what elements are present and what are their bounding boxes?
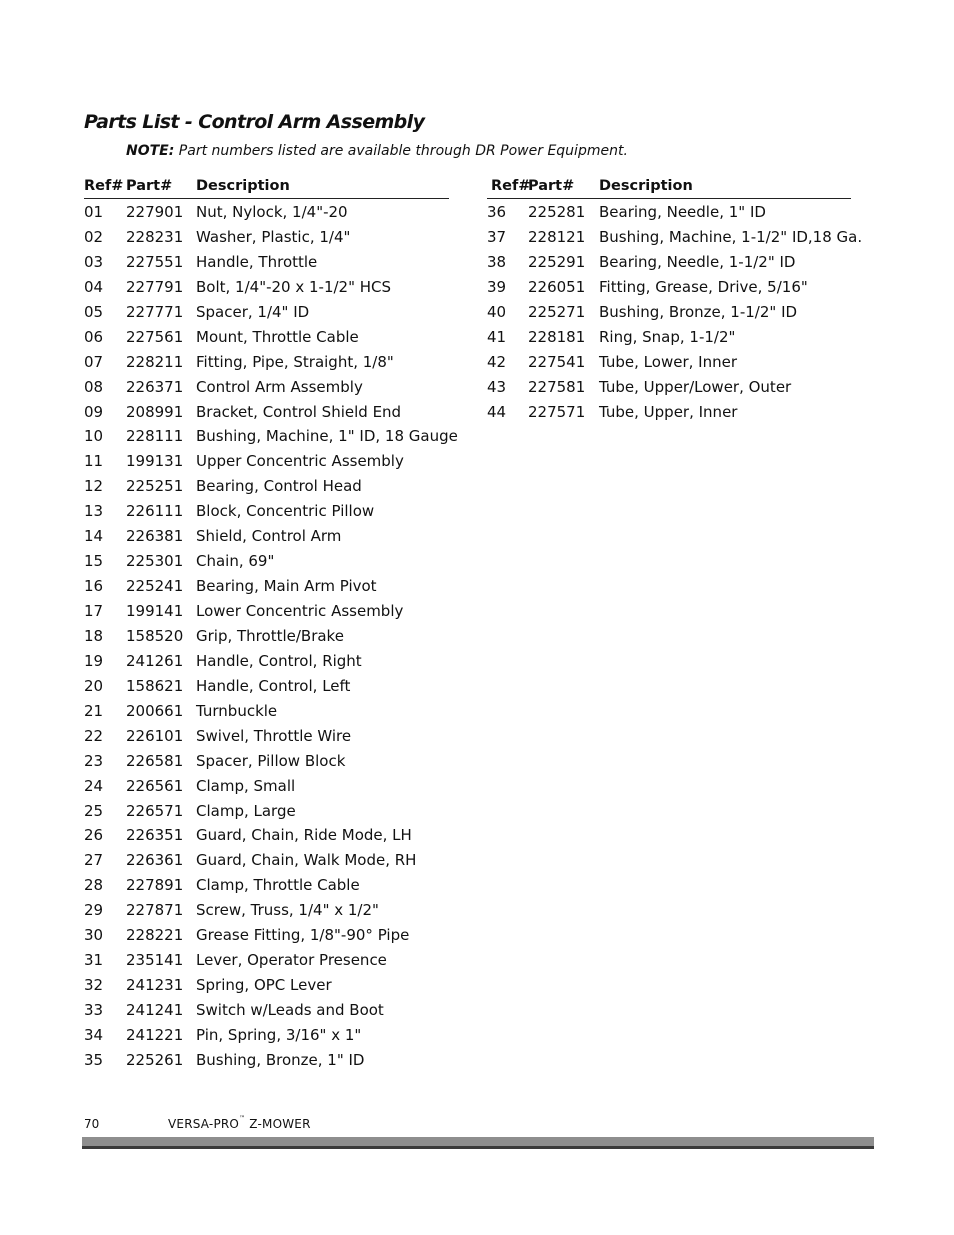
ref-cell: 28 — [84, 876, 104, 895]
header-ref: Ref# — [84, 178, 124, 194]
table-header — [487, 178, 851, 199]
description-cell: Nut, Nylock, 1/4"-20 — [196, 203, 348, 221]
ref-cell: 37 — [487, 227, 507, 246]
part-number-cell: 226051 — [528, 277, 586, 296]
table-row — [84, 573, 449, 598]
description-cell: Grip, Throttle/Brake — [196, 626, 344, 645]
header-part: Part# — [126, 178, 173, 194]
table-row — [84, 922, 449, 947]
part-number-cell: 226381 — [126, 527, 184, 546]
part-number-cell: 208991 — [126, 402, 184, 421]
table-row — [84, 523, 449, 548]
ref-cell: 15 — [84, 552, 104, 571]
product-brand: VERSA-PRO — [168, 1117, 240, 1131]
description-cell: Clamp, Large — [196, 801, 296, 820]
table-row — [487, 274, 851, 299]
ref-cell: 34 — [84, 1025, 104, 1044]
ref-cell: 22 — [84, 726, 104, 745]
description-cell: Handle, Control, Left — [196, 676, 351, 695]
header-description: Description — [599, 178, 693, 194]
table-header — [84, 178, 449, 199]
part-number-cell: 228181 — [528, 327, 586, 346]
ref-cell: 20 — [84, 676, 104, 695]
ref-cell: 26 — [84, 826, 104, 845]
ref-cell: 03 — [84, 252, 104, 271]
table-row — [84, 947, 449, 972]
description-cell: Pin, Spring, 3/16" x 1" — [196, 1025, 362, 1044]
description-cell: Bearing, Needle, 1-1/2" ID — [599, 252, 796, 271]
description-cell: Spring, OPC Lever — [196, 976, 332, 995]
table-row — [84, 698, 449, 723]
description-cell: Ring, Snap, 1-1/2" — [599, 327, 736, 346]
part-number-cell: 158520 — [126, 626, 184, 645]
part-number-cell: 227541 — [528, 352, 586, 371]
part-number-cell: 228121 — [528, 227, 586, 246]
ref-cell: 42 — [487, 352, 507, 371]
ref-cell: 32 — [84, 976, 104, 995]
description-cell: Screw, Truss, 1/4" x 1/2" — [196, 901, 379, 920]
description-cell: Fitting, Grease, Drive, 5/16" — [599, 277, 808, 296]
ref-cell: 16 — [84, 577, 104, 596]
part-number-cell: 225241 — [126, 577, 184, 596]
table-row — [84, 374, 449, 399]
table-row — [487, 224, 863, 249]
table-row — [84, 623, 449, 648]
table-row — [84, 773, 449, 798]
product-name — [168, 1117, 311, 1131]
description-cell: Fitting, Pipe, Straight, 1/8" — [196, 352, 394, 371]
header-part: Part# — [528, 178, 575, 194]
table-row — [84, 473, 449, 498]
table-row — [487, 249, 851, 274]
page-title: Parts List - Control Arm Assembly — [84, 111, 425, 133]
description-cell: Bearing, Needle, 1" ID — [599, 203, 766, 221]
ref-cell: 01 — [84, 203, 104, 221]
ref-cell: 25 — [84, 801, 104, 820]
description-cell: Bushing, Bronze, 1" ID — [196, 1050, 365, 1069]
part-number-cell: 235141 — [126, 951, 184, 970]
description-cell: Upper Concentric Assembly — [196, 452, 404, 471]
ref-cell: 43 — [487, 377, 507, 396]
table-row — [84, 723, 449, 748]
table-row — [84, 872, 449, 897]
table-row — [487, 374, 851, 399]
part-number-cell: 227891 — [126, 876, 184, 895]
ref-cell: 06 — [84, 327, 104, 346]
ref-cell: 23 — [84, 751, 104, 770]
table-row — [487, 349, 851, 374]
description-cell: Bushing, Machine, 1-1/2" ID,18 Ga. — [599, 227, 863, 246]
table-row — [84, 199, 449, 224]
part-number-cell: 226361 — [126, 851, 184, 870]
description-cell: Clamp, Throttle Cable — [196, 876, 360, 895]
table-row — [84, 798, 449, 823]
part-number-cell: 241231 — [126, 976, 184, 995]
part-number-cell: 225251 — [126, 477, 184, 496]
description-cell: Lower Concentric Assembly — [196, 602, 404, 620]
ref-cell: 10 — [84, 427, 104, 446]
table-row — [84, 349, 449, 374]
description-cell: Bushing, Machine, 1" ID, 18 Gauge — [196, 427, 458, 446]
ref-cell: 13 — [84, 502, 104, 521]
part-number-cell: 227571 — [528, 402, 586, 421]
ref-cell: 21 — [84, 701, 104, 720]
table-row — [84, 972, 449, 997]
ref-cell: 29 — [84, 901, 104, 920]
table-row — [487, 199, 851, 224]
part-number-cell: 227561 — [126, 327, 184, 346]
part-number-cell: 227771 — [126, 302, 184, 321]
description-cell: Clamp, Small — [196, 776, 296, 795]
description-cell: Tube, Upper/Lower, Outer — [599, 377, 792, 396]
part-number-cell: 226111 — [126, 502, 184, 521]
table-row — [487, 299, 851, 324]
table-row — [84, 997, 449, 1022]
part-number-cell: 228211 — [126, 352, 184, 371]
part-number-cell: 199141 — [126, 602, 184, 620]
table-row — [84, 299, 449, 324]
part-number-cell: 225271 — [528, 302, 586, 321]
table-row — [84, 548, 449, 573]
part-number-cell: 226101 — [126, 726, 184, 745]
description-cell: Washer, Plastic, 1/4" — [196, 227, 351, 246]
page-number: 70 — [84, 1117, 100, 1131]
description-cell: Swivel, Throttle Wire — [196, 726, 352, 745]
ref-cell: 07 — [84, 352, 104, 371]
table-row — [84, 498, 449, 523]
ref-cell: 09 — [84, 402, 104, 421]
part-number-cell: 225281 — [528, 203, 586, 221]
table-body-right — [487, 199, 863, 423]
table-row — [84, 897, 449, 922]
description-cell: Bracket, Control Shield End — [196, 402, 402, 421]
description-cell: Shield, Control Arm — [196, 527, 342, 546]
table-row — [84, 598, 449, 623]
part-number-cell: 226581 — [126, 751, 184, 770]
ref-cell: 40 — [487, 302, 507, 321]
description-cell: Switch w/Leads and Boot — [196, 1001, 384, 1019]
description-cell: Grease Fitting, 1/8"-90° Pipe — [196, 926, 410, 945]
description-cell: Bolt, 1/4"-20 x 1-1/2" HCS — [196, 277, 392, 296]
table-row — [487, 324, 851, 349]
table-row — [84, 822, 449, 847]
ref-cell: 14 — [84, 527, 104, 546]
footer-rule-dark — [82, 1146, 874, 1149]
ref-cell: 41 — [487, 327, 507, 346]
part-number-cell: 241261 — [126, 651, 184, 670]
footer-rule — [82, 1137, 874, 1151]
part-number-cell: 226351 — [126, 826, 184, 845]
part-number-cell: 226571 — [126, 801, 184, 820]
description-cell: Mount, Throttle Cable — [196, 327, 359, 346]
ref-cell: 36 — [487, 203, 507, 221]
part-number-cell: 227551 — [126, 252, 184, 271]
description-cell: Handle, Control, Right — [196, 651, 362, 670]
description-cell: Guard, Chain, Walk Mode, RH — [196, 851, 417, 870]
ref-cell: 12 — [84, 477, 104, 496]
part-number-cell: 228111 — [126, 427, 184, 446]
parts-table-right — [487, 178, 863, 423]
ref-cell: 18 — [84, 626, 104, 645]
part-number-cell: 228221 — [126, 926, 184, 945]
part-number-cell: 227871 — [126, 901, 184, 920]
description-cell: Chain, 69" — [196, 552, 275, 571]
description-cell: Bushing, Bronze, 1-1/2" ID — [599, 302, 798, 321]
part-number-cell: 199131 — [126, 452, 184, 471]
header-ref: Ref# — [491, 178, 531, 194]
table-row — [84, 648, 449, 673]
ref-cell: 30 — [84, 926, 104, 945]
part-number-cell: 226561 — [126, 776, 184, 795]
table-row — [84, 249, 449, 274]
part-number-cell: 158621 — [126, 676, 184, 695]
ref-cell: 19 — [84, 651, 104, 670]
table-row — [84, 1047, 449, 1072]
description-cell: Tube, Lower, Inner — [599, 352, 737, 371]
ref-cell: 24 — [84, 776, 104, 795]
description-cell: Turnbuckle — [196, 701, 278, 720]
description-cell: Bearing, Control Head — [196, 477, 362, 496]
description-cell: Spacer, Pillow Block — [196, 751, 346, 770]
table-row — [84, 324, 449, 349]
table-row — [84, 1022, 449, 1047]
ref-cell: 31 — [84, 951, 104, 970]
description-cell: Handle, Throttle — [196, 252, 318, 271]
ref-cell: 11 — [84, 452, 104, 471]
ref-cell: 05 — [84, 302, 104, 321]
table-row — [84, 448, 449, 473]
table-row — [84, 224, 449, 249]
table-row — [84, 274, 449, 299]
ref-cell: 38 — [487, 252, 507, 271]
part-number-cell: 200661 — [126, 701, 184, 720]
ref-cell: 17 — [84, 602, 104, 620]
description-cell: Control Arm Assembly — [196, 377, 363, 396]
ref-cell: 39 — [487, 277, 507, 296]
part-number-cell: 241221 — [126, 1025, 184, 1044]
part-number-cell: 228231 — [126, 227, 184, 246]
description-cell: Spacer, 1/4" ID — [196, 302, 310, 321]
ref-cell: 33 — [84, 1001, 104, 1019]
description-cell: Block, Concentric Pillow — [196, 502, 375, 521]
part-number-cell: 226371 — [126, 377, 184, 396]
product-suffix: Z-MOWER — [245, 1117, 311, 1131]
table-row — [487, 399, 851, 424]
table-row — [84, 423, 458, 448]
header-description: Description — [196, 178, 290, 194]
note-text: Part numbers listed are available through DR Power Equipment. — [174, 143, 628, 159]
ref-cell: 08 — [84, 377, 104, 396]
ref-cell: 04 — [84, 277, 104, 296]
ref-cell: 27 — [84, 851, 104, 870]
table-row — [84, 399, 449, 424]
table-row — [84, 847, 449, 872]
table-row — [84, 673, 449, 698]
part-number-cell: 227901 — [126, 203, 184, 221]
part-number-cell: 227791 — [126, 277, 184, 296]
table-body-left — [84, 199, 458, 1072]
part-number-cell: 225301 — [126, 552, 184, 571]
trademark-symbol: ™ — [239, 1115, 246, 1122]
ref-cell: 35 — [84, 1050, 104, 1069]
description-cell: Bearing, Main Arm Pivot — [196, 577, 377, 596]
description-cell: Guard, Chain, Ride Mode, LH — [196, 826, 412, 845]
description-cell: Lever, Operator Presence — [196, 951, 387, 970]
note-label: NOTE: — [126, 143, 175, 159]
parts-table-left — [84, 178, 458, 1072]
ref-cell: 02 — [84, 227, 104, 246]
description-cell: Tube, Upper, Inner — [599, 402, 738, 421]
note — [126, 143, 628, 159]
ref-cell: 44 — [487, 402, 507, 421]
footer-rule-light — [82, 1137, 874, 1146]
part-number-cell: 227581 — [528, 377, 586, 396]
part-number-cell: 241241 — [126, 1001, 184, 1019]
part-number-cell: 225291 — [528, 252, 586, 271]
part-number-cell: 225261 — [126, 1050, 184, 1069]
table-row — [84, 748, 449, 773]
